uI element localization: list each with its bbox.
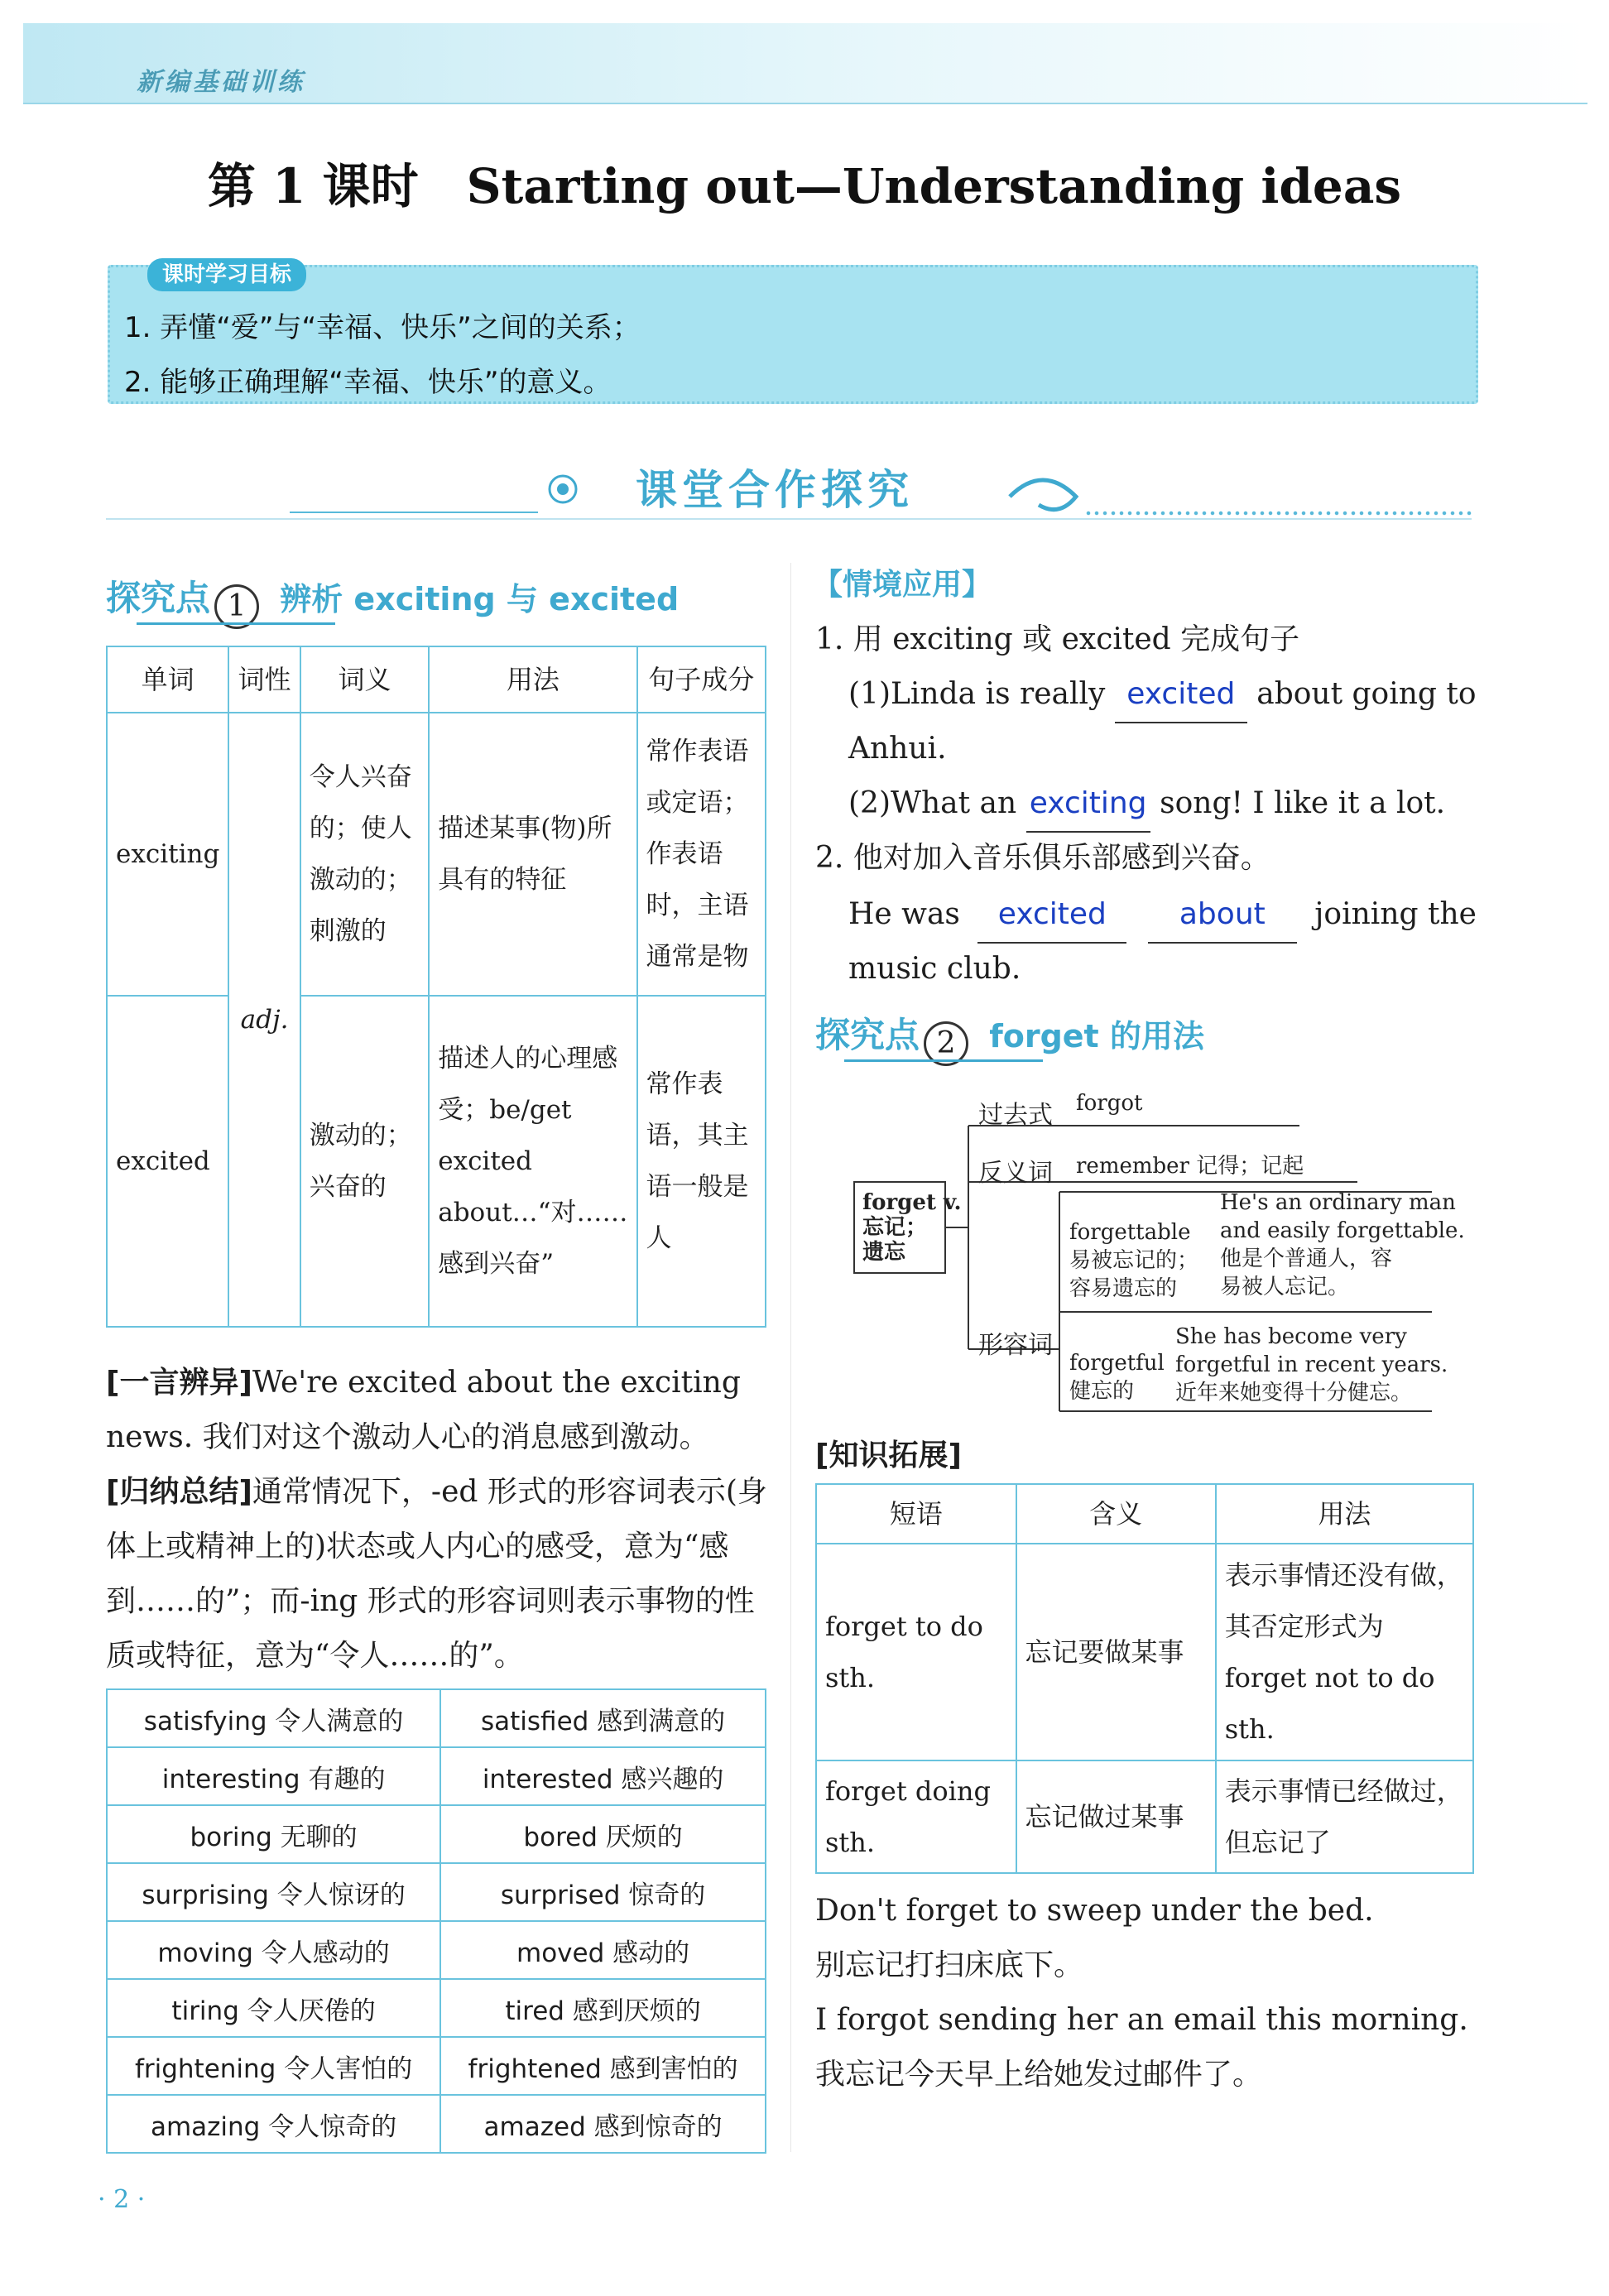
root-line: forget v. bbox=[862, 1190, 962, 1215]
section-rule-left bbox=[290, 512, 538, 513]
pair-ed: satisfied 感到满意的 bbox=[440, 1689, 766, 1747]
pair-ing: interesting 有趣的 bbox=[107, 1747, 440, 1805]
q1a-post: about going to bbox=[1256, 677, 1477, 711]
cell-usage-exciting: 描述某事(物)所具有的特征 bbox=[429, 713, 636, 996]
q1b-post: song! I like it a lot. bbox=[1160, 786, 1446, 820]
point2-title: forget 的用法 bbox=[989, 1018, 1204, 1054]
adj2-line: 健忘的 bbox=[1069, 1379, 1135, 1404]
cell-phrase: forget to do sth. bbox=[816, 1544, 1016, 1760]
cell-usage: 表示事情已经做过，但忘记了 bbox=[1216, 1760, 1473, 1873]
answer-blank[interactable]: about bbox=[1148, 887, 1297, 944]
goal-item-1: 1. 弄懂“爱”与“幸福、快乐”之间的关系； bbox=[124, 311, 641, 344]
answer-blank[interactable]: excited bbox=[1115, 667, 1247, 723]
adj1-line: 容易遗忘的 bbox=[1069, 1276, 1178, 1301]
adj1-block bbox=[1069, 1218, 1198, 1303]
question-1a bbox=[848, 667, 1477, 723]
point2-underline bbox=[844, 1059, 1043, 1062]
adj1-ex-line: 他是个普通人，容 bbox=[1220, 1246, 1393, 1271]
cell-word-exciting: exciting bbox=[107, 713, 228, 996]
pair-ing: amazing 令人惊奇的 bbox=[107, 2095, 440, 2153]
q2-post: joining the bbox=[1314, 897, 1477, 931]
pair-ed: tired 感到厌烦的 bbox=[440, 1979, 766, 2037]
cell-phrase: forget doing sth. bbox=[816, 1760, 1016, 1873]
cell-word-excited: excited bbox=[107, 996, 228, 1327]
yiyan-text: We're excited about the exciting news. 我们对这个激动人心的消息感到激动。 bbox=[106, 1366, 741, 1454]
section-rule-right bbox=[1084, 510, 1473, 516]
answer-blank[interactable]: exciting bbox=[1026, 776, 1150, 833]
knowledge-label: [知识拓展] bbox=[815, 1439, 962, 1472]
example-line: 我忘记今天早上给她发过邮件了。 bbox=[815, 2058, 1263, 2092]
past-value: forgot bbox=[1076, 1091, 1143, 1116]
pair-ed: moved 感动的 bbox=[440, 1921, 766, 1979]
pair-ed: interested 感兴趣的 bbox=[440, 1747, 766, 1805]
q1a-pre: (1)Linda is really bbox=[848, 677, 1106, 711]
section-underline bbox=[106, 518, 1472, 520]
adj2-ex-line: forgetful in recent years. bbox=[1175, 1352, 1448, 1377]
examples-block bbox=[815, 1884, 1477, 2102]
q2-cont: music club. bbox=[848, 952, 1021, 986]
pair-ed: bored 厌烦的 bbox=[440, 1805, 766, 1863]
th-phrase: 短语 bbox=[816, 1484, 1016, 1544]
point2-label: 探究点 bbox=[815, 1015, 920, 1055]
adj2-example bbox=[1175, 1323, 1448, 1407]
pair-ing: satisfying 令人满意的 bbox=[107, 1689, 440, 1747]
adj1-line: forgettable bbox=[1069, 1220, 1191, 1245]
guina-block bbox=[106, 1465, 768, 1684]
section-banner: 课堂合作探究 bbox=[636, 466, 914, 514]
cell-role-exciting: 常作表语或定语；作表语时，主语通常是物 bbox=[637, 713, 766, 996]
page-number: · 2 · bbox=[98, 2185, 146, 2214]
guina-label: [归纳总结] bbox=[106, 1475, 252, 1509]
point2-heading bbox=[815, 1008, 1204, 1066]
question-1: 1. 用 exciting 或 excited 完成句子 bbox=[815, 622, 1300, 656]
antonym-label: 反义词 bbox=[978, 1159, 1053, 1188]
adjective-label: 形容词 bbox=[978, 1331, 1053, 1360]
cell-usage: 表示事情还没有做，其否定形式为 forget not to do sth. bbox=[1216, 1544, 1473, 1760]
th-role: 句子成分 bbox=[637, 646, 766, 713]
pair-ing: frightening 令人害怕的 bbox=[107, 2037, 440, 2095]
cell-meaning: 忘记要做某事 bbox=[1016, 1544, 1216, 1760]
adjective-pairs-table bbox=[106, 1688, 766, 2154]
adj2-ex-line: She has become very bbox=[1175, 1324, 1407, 1349]
adj1-example bbox=[1220, 1189, 1465, 1301]
adj1-ex-line: and easily forgettable. bbox=[1220, 1218, 1465, 1243]
pair-ing: moving 令人感动的 bbox=[107, 1921, 440, 1979]
pair-ing: boring 无聊的 bbox=[107, 1805, 440, 1863]
th-meaning: 含义 bbox=[1016, 1484, 1216, 1544]
goal-item-2: 2. 能够正确理解“幸福、快乐”的意义。 bbox=[124, 366, 612, 399]
th-usage: 用法 bbox=[429, 646, 636, 713]
point2-number: 2 bbox=[924, 1021, 968, 1066]
antonym-value: remember 记得；记起 bbox=[1076, 1154, 1304, 1179]
exciting-excited-table bbox=[106, 646, 766, 1328]
adj1-ex-line: He's an ordinary man bbox=[1220, 1190, 1456, 1215]
th-word: 单词 bbox=[107, 646, 228, 713]
adj2-line: forgetful bbox=[1069, 1351, 1165, 1376]
q1a-cont: Anhui. bbox=[848, 732, 947, 766]
q1b-pre: (2)What an bbox=[848, 786, 1017, 820]
mindmap-root bbox=[862, 1190, 962, 1265]
point1-underline bbox=[137, 622, 335, 625]
cell-meaning-excited: 激动的；兴奋的 bbox=[300, 996, 429, 1327]
question-2-line bbox=[848, 887, 1477, 944]
point1-number: 1 bbox=[214, 584, 259, 629]
root-line: 忘记； bbox=[862, 1215, 928, 1240]
question-2: 2. 他对加入音乐俱乐部感到兴奋。 bbox=[815, 841, 1270, 875]
cell-meaning: 忘记做过某事 bbox=[1016, 1760, 1216, 1873]
adj2-block bbox=[1069, 1349, 1165, 1405]
example-line: I forgot sending her an email this morning. bbox=[815, 2003, 1468, 2037]
th-meaning: 词义 bbox=[300, 646, 429, 713]
pair-ed: frightened 感到害怕的 bbox=[440, 2037, 766, 2095]
adj2-ex-line: 近年来她变得十分健忘。 bbox=[1175, 1381, 1413, 1405]
application-label: 【情境应用】 bbox=[813, 568, 992, 602]
target-icon bbox=[538, 468, 588, 510]
yiyan-label: [一言辨异] bbox=[106, 1366, 252, 1400]
pair-ed: surprised 惊奇的 bbox=[440, 1863, 766, 1921]
adj1-ex-line: 易被人忘记。 bbox=[1220, 1275, 1350, 1299]
point1-title: 辨析 exciting 与 excited bbox=[280, 581, 680, 617]
root-line: 遗忘 bbox=[862, 1240, 906, 1265]
q2-pre: He was bbox=[848, 897, 960, 931]
guina-text: 通常情况下，-ed 形式的形容词表示(身体上或精神上的)状态或人内心的感受，意为“感到……的”；而-ing 形式的形容词则表示事物的性质或特征，意为“令人……的”。 bbox=[106, 1475, 767, 1673]
swirl-icon bbox=[1001, 464, 1084, 521]
cell-pos: adj. bbox=[228, 713, 300, 1327]
pair-ed: amazed 感到惊奇的 bbox=[440, 2095, 766, 2153]
series-title: 新编基础训练 bbox=[137, 68, 305, 97]
goals-tag: 课时学习目标 bbox=[147, 258, 306, 291]
example-line: Don't forget to sweep under the bed. bbox=[815, 1894, 1374, 1928]
th-pos: 词性 bbox=[228, 646, 300, 713]
cell-role-excited: 常作表语，其主语一般是人 bbox=[637, 996, 766, 1327]
header-divider bbox=[23, 103, 1587, 104]
page-title: 第 1 课时 Starting out—Understanding ideas bbox=[207, 158, 1402, 214]
pair-ing: surprising 令人惊讶的 bbox=[107, 1863, 440, 1921]
yiyan-block bbox=[106, 1356, 768, 1465]
pair-ing: tiring 令人厌倦的 bbox=[107, 1979, 440, 2037]
th-usage: 用法 bbox=[1216, 1484, 1473, 1544]
cell-meaning-exciting: 令人兴奋的；使人激动的；刺激的 bbox=[300, 713, 429, 996]
example-line: 别忘记打扫床底下。 bbox=[815, 1948, 1084, 1982]
question-1b bbox=[848, 776, 1477, 833]
point1-label: 探究点 bbox=[106, 578, 211, 618]
forget-usage-table bbox=[815, 1483, 1474, 1874]
column-divider bbox=[790, 563, 791, 2152]
past-label: 过去式 bbox=[978, 1101, 1053, 1130]
cell-usage-excited: 描述人的心理感受；be/get excited about…“对……感到兴奋” bbox=[429, 996, 636, 1327]
point1-heading bbox=[106, 571, 679, 629]
answer-blank[interactable]: excited bbox=[977, 887, 1126, 944]
adj1-line: 易被忘记的； bbox=[1069, 1248, 1199, 1273]
